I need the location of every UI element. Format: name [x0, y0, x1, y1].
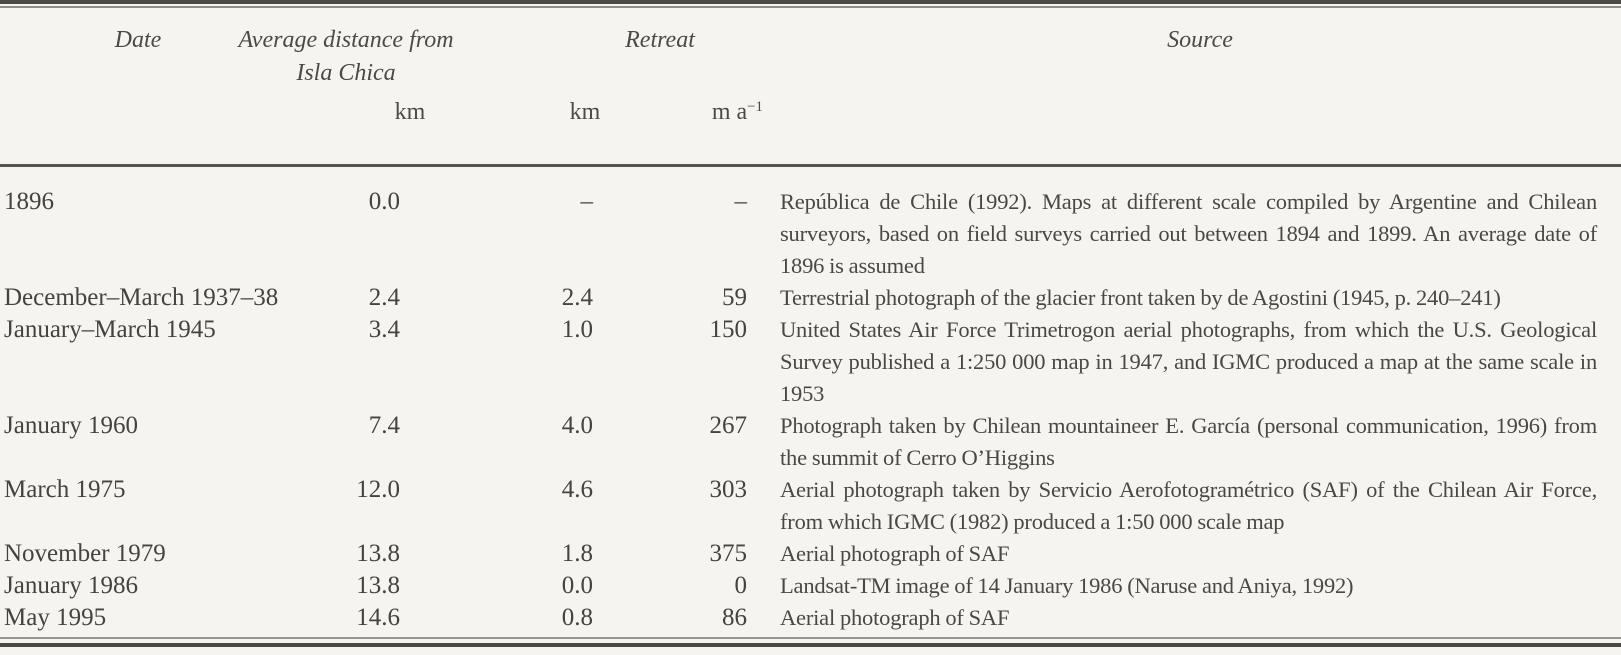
date-cell: November 1979: [4, 540, 166, 567]
table-row: [0, 186, 1621, 282]
date-cell: January 1986: [4, 572, 138, 599]
retreat-rate-cell: 0: [734, 572, 747, 599]
distance-cell: 12.0: [356, 476, 400, 503]
retreat-rate-cell: 150: [709, 316, 747, 343]
top-rule-thin: [0, 6, 1621, 8]
retreat-rate-cell: 59: [722, 284, 747, 311]
distance-cell: 2.4: [368, 284, 400, 311]
distance-cell: 13.8: [356, 572, 400, 599]
retreat-rate-cell: –: [734, 188, 747, 215]
table-row: [0, 314, 1621, 410]
top-rule-thick: [0, 0, 1621, 4]
unit-retreat-rate-exponent: −1: [747, 99, 763, 115]
column-header-distance: [196, 24, 496, 90]
unit-retreat-rate: [712, 99, 763, 126]
source-cell: Terrestrial photograph of the glacier front taken by de Agostini (1945, p. 240–241): [780, 285, 1501, 310]
retreat-km-cell: 4.0: [561, 412, 593, 439]
date-cell: 1896: [4, 188, 54, 215]
retreat-km-cell: 1.0: [561, 316, 593, 343]
table-row: [0, 570, 1621, 602]
retreat-rate-cell: 303: [709, 476, 747, 503]
unit-retreat-km: km: [569, 99, 601, 125]
retreat-km-cell: 1.8: [561, 540, 593, 567]
column-header-distance-line1: Average distance from: [238, 27, 454, 53]
retreat-km-cell: –: [580, 188, 593, 215]
source-cell: Aerial photograph of SAF: [780, 605, 1010, 630]
date-cell: March 1975: [4, 476, 126, 503]
distance-cell: 3.4: [368, 316, 400, 343]
bottom-rule-thick: [0, 643, 1621, 647]
bottom-rule-thin: [0, 637, 1621, 639]
column-header-source: Source: [1167, 27, 1233, 53]
table-row: [0, 602, 1621, 634]
table-row: [0, 410, 1621, 474]
source-cell: Landsat-TM image of 14 January 1986 (Naruse and Aniya, 1992): [780, 573, 1354, 598]
distance-cell: 7.4: [368, 412, 400, 439]
unit-retreat-rate-base: m a: [711, 99, 748, 126]
date-cell: May 1995: [4, 604, 107, 631]
source-cell: Aerial photograph of SAF: [780, 541, 1010, 566]
distance-cell: 13.8: [356, 540, 400, 567]
source-cell: United States Air Force Trimetrogon aerial photographs, from which the U.S. Geological Survey published a 1:250 000 map in 1947, and IGMC produced a map at the same scale in 1953: [780, 317, 1597, 406]
distance-cell: 14.6: [356, 604, 400, 631]
column-header-retreat: Retreat: [625, 27, 695, 53]
retreat-rate-cell: 86: [722, 604, 747, 631]
distance-cell: 0.0: [368, 188, 400, 215]
header-body-rule: [0, 164, 1621, 167]
column-header-date: Date: [114, 27, 162, 53]
retreat-km-cell: 0.8: [561, 604, 593, 631]
source-cell: Aerial photograph taken by Servicio Aerofotogramétrico (SAF) of the Chilean Air Force, from which IGMC (1982) produced a 1:50 000 scale map: [780, 477, 1597, 534]
column-header-distance-line2: Isla Chica: [296, 60, 396, 86]
date-cell: January 1960: [4, 412, 138, 439]
table-row: [0, 538, 1621, 570]
retreat-km-cell: 2.4: [561, 284, 593, 311]
unit-distance-km: km: [394, 99, 426, 125]
table-row: [0, 282, 1621, 314]
retreat-km-cell: 4.6: [561, 476, 593, 503]
source-cell: República de Chile (1992). Maps at different scale compiled by Argentine and Chilean surveyors, based on field surveys carried out between 1894 and 1899. An average date of 1896 is assumed: [780, 189, 1597, 278]
table-row: [0, 474, 1621, 538]
retreat-rate-cell: 375: [709, 540, 747, 567]
date-cell: January–March 1945: [4, 316, 216, 343]
date-cell: December–March 1937–38: [4, 284, 279, 311]
retreat-km-cell: 0.0: [561, 572, 593, 599]
table-body: [0, 186, 1621, 634]
retreat-rate-cell: 267: [709, 412, 747, 439]
source-cell: Photograph taken by Chilean mountaineer E. García (personal communication, 1996) from the summit of Cerro O’Higgins: [780, 413, 1597, 470]
